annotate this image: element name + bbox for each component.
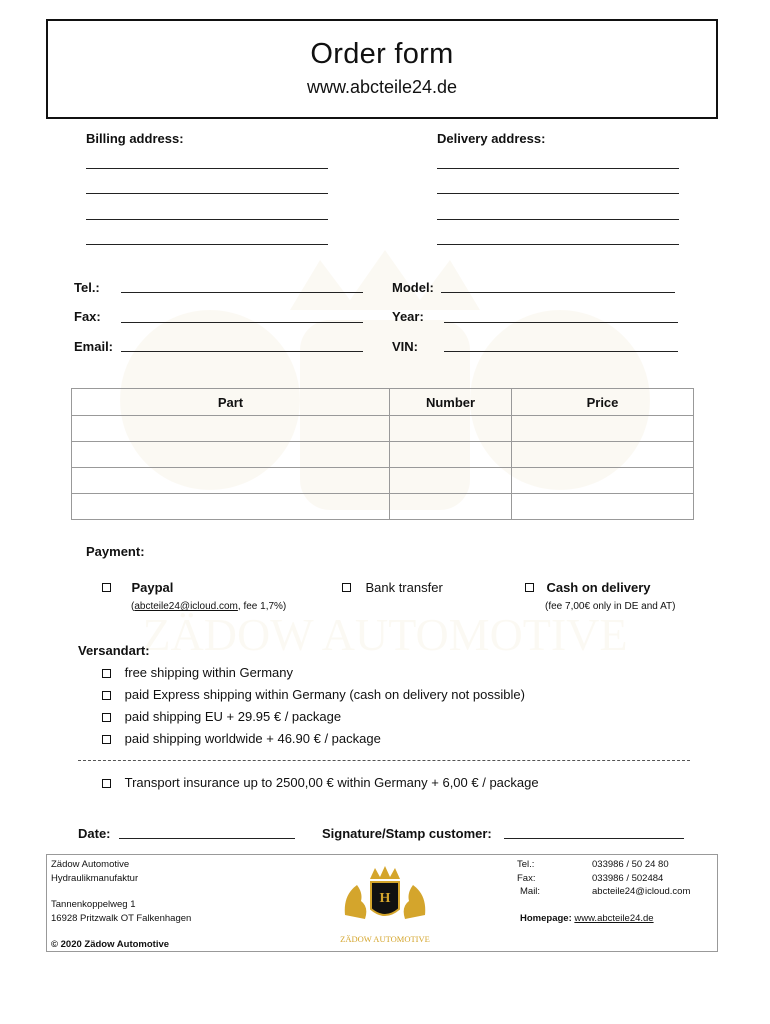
- footer-mail-label: Mail:: [520, 886, 541, 897]
- footer-city: 16928 Pritzwalk OT Falkenhagen: [51, 913, 192, 924]
- paypal-note: (abcteile24@icloud.com, fee 1,7%): [131, 601, 287, 612]
- paypal-label: Paypal: [131, 580, 174, 595]
- company-logo: [327, 865, 443, 949]
- table-row: [72, 442, 694, 468]
- footer-homepage-link[interactable]: www.abcteile24.de: [574, 913, 654, 924]
- number-cell[interactable]: [390, 494, 512, 520]
- shipping-option-free[interactable]: [102, 665, 293, 680]
- column-header-number: Number: [390, 389, 512, 416]
- footer-homepage: [520, 912, 654, 925]
- delivery-line-3[interactable]: [437, 219, 679, 220]
- footer-tel-label: Tel.:: [517, 859, 535, 870]
- shipping-worldwide-checkbox[interactable]: [102, 735, 111, 744]
- paypal-email-link[interactable]: abcteile24@icloud.com: [134, 601, 238, 612]
- shipping-free-checkbox[interactable]: [102, 669, 111, 678]
- footer-tagline: Hydraulikmanufaktur: [51, 873, 139, 884]
- page-title: Order form: [310, 38, 454, 70]
- vin-field[interactable]: [444, 351, 678, 352]
- paypal-checkbox[interactable]: [102, 583, 111, 592]
- insurance-checkbox[interactable]: [102, 779, 111, 788]
- shipping-eu-label: paid shipping EU + 29.95 € / package: [124, 709, 342, 724]
- delivery-address-label: Delivery address:: [437, 131, 546, 146]
- shipping-label: Versandart:: [78, 643, 150, 658]
- billing-line-1[interactable]: [86, 168, 328, 169]
- payment-label: Payment:: [86, 544, 145, 559]
- signature-label: Signature/Stamp customer:: [322, 826, 492, 841]
- footer-homepage-label: Homepage:: [520, 913, 572, 924]
- year-label: Year:: [392, 309, 424, 324]
- shipping-worldwide-label: paid shipping worldwide + 46.90 € / package: [124, 731, 381, 746]
- date-label: Date:: [78, 826, 111, 841]
- shipping-option-express[interactable]: [102, 687, 525, 702]
- fax-field[interactable]: [121, 322, 363, 323]
- footer-copyright: © 2020 Zädow Automotive: [51, 939, 170, 950]
- price-cell[interactable]: [512, 494, 694, 520]
- footer-fax-label: Fax:: [517, 873, 536, 884]
- tel-label: Tel.:: [74, 280, 100, 295]
- table-row: [72, 416, 694, 442]
- shipping-free-label: free shipping within Germany: [124, 665, 293, 680]
- parts-table: [71, 388, 694, 520]
- footer-street: Tannenkoppelweg 1: [51, 899, 136, 910]
- billing-address-label: Billing address:: [86, 131, 184, 146]
- table-header-row: [72, 389, 694, 416]
- shipping-eu-checkbox[interactable]: [102, 713, 111, 722]
- shipping-express-checkbox[interactable]: [102, 691, 111, 700]
- paypal-option[interactable]: [102, 579, 173, 597]
- number-cell[interactable]: [390, 442, 512, 468]
- divider-dashed: [78, 760, 690, 761]
- cod-checkbox[interactable]: [525, 583, 534, 592]
- billing-line-4[interactable]: [86, 244, 328, 245]
- footer-tel: 033986 / 50 24 80: [592, 859, 669, 870]
- signature-field[interactable]: [504, 838, 684, 839]
- delivery-line-1[interactable]: [437, 168, 679, 169]
- part-cell[interactable]: [72, 442, 390, 468]
- column-header-part: Part: [72, 389, 390, 416]
- price-cell[interactable]: [512, 416, 694, 442]
- column-header-price: Price: [512, 389, 694, 416]
- email-label: Email:: [74, 339, 114, 354]
- email-field[interactable]: [121, 351, 363, 352]
- table-row: [72, 468, 694, 494]
- price-cell[interactable]: [512, 442, 694, 468]
- bank-transfer-checkbox[interactable]: [342, 583, 351, 592]
- logo-letter: H: [379, 891, 391, 906]
- tel-field[interactable]: [121, 292, 363, 293]
- delivery-line-4[interactable]: [437, 244, 679, 245]
- part-cell[interactable]: [72, 416, 390, 442]
- fax-label: Fax:: [74, 309, 101, 324]
- logo-text: ZÄDOW AUTOMOTIVE: [340, 934, 430, 944]
- number-cell[interactable]: [390, 468, 512, 494]
- date-field[interactable]: [119, 838, 295, 839]
- footer-box: [46, 854, 718, 952]
- price-cell[interactable]: [512, 468, 694, 494]
- footer-company: Zädow Automotive: [51, 859, 130, 870]
- bank-transfer-option[interactable]: [342, 579, 443, 597]
- billing-line-3[interactable]: [86, 219, 328, 220]
- cod-note: (fee 7,00€ only in DE and AT): [545, 601, 676, 612]
- header-box: [46, 19, 718, 119]
- shipping-option-worldwide[interactable]: [102, 731, 381, 746]
- cod-label: Cash on delivery: [546, 580, 651, 595]
- year-field[interactable]: [444, 322, 678, 323]
- header-url[interactable]: www.abcteile24.de: [306, 77, 458, 97]
- delivery-line-2[interactable]: [437, 193, 679, 194]
- shipping-express-label: paid Express shipping within Germany (cash on delivery not possible): [124, 687, 525, 702]
- model-field[interactable]: [441, 292, 675, 293]
- shipping-option-eu[interactable]: [102, 709, 341, 724]
- insurance-option[interactable]: [102, 775, 539, 790]
- cod-option[interactable]: [525, 579, 651, 597]
- footer-fax: 033986 / 502484: [592, 873, 664, 884]
- billing-line-2[interactable]: [86, 193, 328, 194]
- bank-transfer-label: Bank transfer: [365, 580, 443, 595]
- vin-label: VIN:: [392, 339, 418, 354]
- part-cell[interactable]: [72, 494, 390, 520]
- table-row: [72, 494, 694, 520]
- model-label: Model:: [392, 280, 434, 295]
- footer-mail[interactable]: abcteile24@icloud.com: [592, 886, 691, 897]
- watermark-text: ZÄDOW AUTOMOTIVE: [142, 609, 628, 660]
- number-cell[interactable]: [390, 416, 512, 442]
- part-cell[interactable]: [72, 468, 390, 494]
- insurance-label: Transport insurance up to 2500,00 € within Germany + 6,00 € / package: [124, 775, 539, 790]
- paypal-fee: , fee 1,7%): [237, 601, 287, 612]
